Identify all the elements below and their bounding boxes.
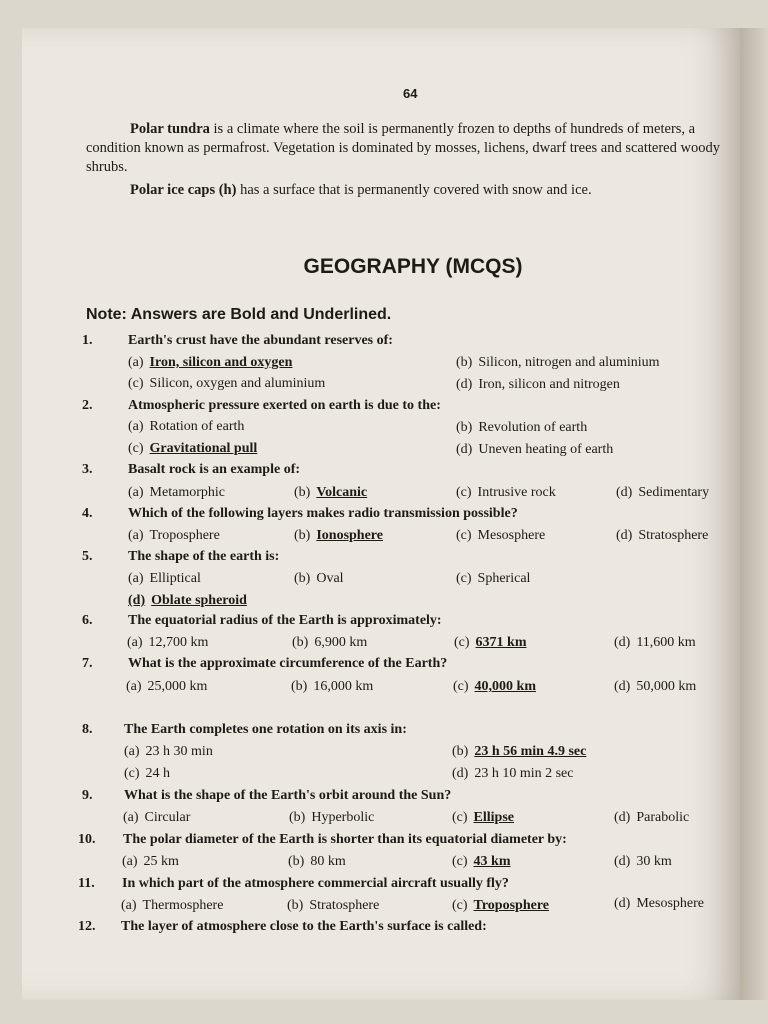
- option: [128, 355, 292, 371]
- option-text: Rotation of earth: [149, 419, 245, 434]
- option-label: (d): [614, 679, 631, 694]
- option-text: Uneven heating of earth: [478, 442, 614, 457]
- option: [456, 485, 556, 501]
- option-text: Thermosphere: [142, 898, 224, 913]
- option-text: Revolution of earth: [478, 420, 588, 435]
- option-text: Elliptical: [149, 571, 201, 586]
- option-label: (b): [452, 744, 469, 759]
- option: [456, 528, 545, 544]
- option-text: Hyperbolic: [311, 810, 375, 825]
- option-label: (d): [456, 442, 473, 457]
- option: [452, 744, 586, 760]
- question-number: 6.: [82, 613, 93, 628]
- question-number: 5.: [82, 549, 93, 564]
- question-text: Which of the following layers makes radio transmission possible?: [128, 506, 518, 521]
- option: [294, 528, 383, 544]
- option-label: (d): [128, 593, 146, 608]
- option-label: (a): [127, 635, 143, 650]
- page-number: 64: [403, 86, 418, 101]
- correct-answer: 23 h 56 min 4.9 sec: [474, 744, 587, 759]
- option: [456, 571, 530, 587]
- option-label: (c): [454, 635, 470, 650]
- question-number: 4.: [82, 506, 93, 521]
- option: [614, 896, 704, 912]
- option: [452, 766, 573, 782]
- option-text: Metamorphic: [149, 485, 225, 500]
- option-label: (a): [128, 355, 144, 370]
- option-label: (d): [614, 854, 631, 869]
- option-label: (c): [452, 854, 468, 869]
- option-label: (b): [456, 355, 473, 370]
- option-text: 30 km: [636, 854, 672, 869]
- option: [452, 854, 511, 870]
- option-label: (d): [616, 485, 633, 500]
- question-text: In which part of the atmosphere commercial aircraft usually fly?: [122, 876, 509, 891]
- option-label: (b): [289, 810, 306, 825]
- question-text: Earth's crust have the abundant reserves of:: [128, 333, 393, 348]
- option: [121, 898, 223, 914]
- question-number: 8.: [82, 722, 93, 737]
- option-label: (a): [126, 679, 142, 694]
- option: [452, 810, 514, 826]
- question-text: Atmospheric pressure exerted on earth is due to the:: [128, 398, 441, 413]
- option-label: (d): [456, 377, 473, 392]
- option-label: (a): [128, 419, 144, 434]
- option-text: 25 km: [143, 854, 179, 869]
- option: [128, 441, 257, 457]
- option-label: (c): [128, 376, 144, 391]
- option: [126, 679, 207, 695]
- option-text: Iron, silicon and nitrogen: [478, 377, 620, 392]
- option-text: Stratosphere: [309, 898, 380, 913]
- option: [291, 679, 373, 695]
- option-label: (c): [456, 528, 472, 543]
- option-text: Troposphere: [149, 528, 220, 543]
- option: [616, 485, 709, 501]
- option-label: (a): [123, 810, 139, 825]
- option-text: Sedimentary: [638, 485, 710, 500]
- option: [287, 898, 379, 914]
- option: [614, 854, 672, 870]
- option-text: 23 h 10 min 2 sec: [474, 766, 574, 781]
- option-text: Silicon, nitrogen and aluminium: [478, 355, 660, 370]
- option: [456, 377, 620, 393]
- option: [127, 635, 208, 651]
- option: [128, 593, 247, 609]
- question-number: 9.: [82, 788, 93, 803]
- intro-paragraph-ice-caps: [86, 181, 736, 200]
- question-number: 12.: [78, 919, 96, 934]
- option: [292, 635, 367, 651]
- option: [124, 744, 213, 760]
- option: [289, 810, 374, 826]
- option-text: 25,000 km: [147, 679, 208, 694]
- term-polar-ice-caps: Polar ice caps (h): [130, 182, 237, 198]
- answer-note: Note: Answers are Bold and Underlined.: [86, 306, 392, 323]
- option-text: 16,000 km: [313, 679, 374, 694]
- term-polar-tundra: Polar tundra: [130, 121, 210, 137]
- option-label: (c): [452, 898, 468, 913]
- option-label: (a): [122, 854, 138, 869]
- option-label: (d): [452, 766, 469, 781]
- option-label: (b): [291, 679, 308, 694]
- option-text: 6,900 km: [314, 635, 368, 650]
- question-text: What is the shape of the Earth's orbit around the Sun?: [124, 788, 452, 803]
- correct-answer: 6371 km: [475, 635, 527, 650]
- option-label: (c): [124, 766, 140, 781]
- option: [128, 376, 325, 392]
- correct-answer: 40,000 km: [474, 679, 536, 694]
- option-text: 12,700 km: [148, 635, 209, 650]
- option: [456, 355, 660, 371]
- option-label: (b): [294, 485, 311, 500]
- question-text: What is the approximate circumference of the Earth?: [128, 656, 448, 671]
- option: [294, 571, 344, 587]
- option: [453, 679, 536, 695]
- option-label: (a): [128, 528, 144, 543]
- option-label: (a): [124, 744, 140, 759]
- option-text: Mesosphere: [477, 528, 546, 543]
- option-label: (d): [614, 896, 631, 911]
- question-text: The polar diameter of the Earth is shorter than its equatorial diameter by:: [123, 832, 567, 847]
- option-label: (d): [616, 528, 633, 543]
- option-text: Circular: [144, 810, 191, 825]
- option: [124, 766, 170, 782]
- option: [122, 854, 179, 870]
- option: [123, 810, 190, 826]
- intro-text: [86, 120, 736, 200]
- option-label: (d): [614, 810, 631, 825]
- option-label: (a): [121, 898, 137, 913]
- option: [614, 635, 696, 651]
- option-label: (d): [614, 635, 631, 650]
- option-label: (b): [287, 898, 304, 913]
- intro-paragraph-tundra: [86, 120, 736, 177]
- correct-answer: 43 km: [473, 854, 511, 869]
- option-label: (b): [288, 854, 305, 869]
- correct-answer: Oblate spheroid: [151, 593, 247, 608]
- question-number: 11.: [78, 876, 95, 891]
- option-text: 11,600 km: [636, 635, 696, 650]
- option: [452, 898, 549, 914]
- option: [128, 528, 220, 544]
- question-text: The Earth completes one rotation on its axis in:: [124, 722, 407, 737]
- question-text: The shape of the earth is:: [128, 549, 280, 564]
- option-text: Intrusive rock: [477, 485, 556, 500]
- option: [614, 679, 696, 695]
- option-label: (c): [128, 441, 144, 456]
- question-number: 7.: [82, 656, 93, 671]
- correct-answer: Ellipse: [473, 810, 515, 825]
- option-label: (b): [456, 420, 473, 435]
- option: [128, 485, 225, 501]
- option-text: 50,000 km: [636, 679, 697, 694]
- option-label: (a): [128, 571, 144, 586]
- option-text: 24 h: [145, 766, 171, 781]
- option: [456, 442, 613, 458]
- option: [456, 420, 587, 436]
- ice-caps-description: has a surface that is permanently covered with snow and ice.: [236, 182, 592, 198]
- option-text: Parabolic: [636, 810, 690, 825]
- option: [128, 419, 244, 435]
- question-text: The equatorial radius of the Earth is approximately:: [128, 613, 442, 628]
- option-label: (a): [128, 485, 144, 500]
- option-text: Stratosphere: [638, 528, 709, 543]
- correct-answer: Ionosphere: [316, 528, 383, 543]
- question-number: 2.: [82, 398, 93, 413]
- option: [454, 635, 527, 651]
- option-text: 80 km: [310, 854, 346, 869]
- option-text: Silicon, oxygen and aluminium: [149, 376, 326, 391]
- correct-answer: Troposphere: [473, 898, 550, 913]
- question-number: 10.: [78, 832, 96, 847]
- question-text: The layer of atmosphere close to the Earth's surface is called:: [121, 919, 487, 934]
- option-text: Spherical: [477, 571, 531, 586]
- option: [288, 854, 346, 870]
- option-text: Oval: [316, 571, 344, 586]
- option-label: (c): [456, 485, 472, 500]
- option-label: (c): [452, 810, 468, 825]
- option-text: 23 h 30 min: [145, 744, 213, 759]
- correct-answer: Gravitational pull: [149, 441, 258, 456]
- correct-answer: Volcanic: [316, 485, 368, 500]
- option-label: (c): [453, 679, 469, 694]
- option: [614, 810, 689, 826]
- question-text: Basalt rock is an example of:: [128, 462, 301, 477]
- option: [294, 485, 367, 501]
- section-title: GEOGRAPHY (MCQS): [303, 255, 523, 278]
- correct-answer: Iron, silicon and oxygen: [149, 355, 293, 370]
- option: [128, 571, 201, 587]
- tundra-description: is a climate where the soil is permanently frozen to depths of hundreds of meters, a condition known as permafrost. Vegetation is dominated by mosses, lichens, dwarf trees and scattered woody shrubs.: [86, 121, 720, 175]
- option-text: Mesosphere: [636, 896, 704, 911]
- page-gutter-shadow: [740, 28, 768, 1000]
- option-label: (b): [292, 635, 309, 650]
- option-label: (c): [456, 571, 472, 586]
- option: [616, 528, 708, 544]
- option-label: (b): [294, 528, 311, 543]
- option-label: (b): [294, 571, 311, 586]
- question-number: 3.: [82, 462, 93, 477]
- question-number: 1.: [82, 333, 93, 348]
